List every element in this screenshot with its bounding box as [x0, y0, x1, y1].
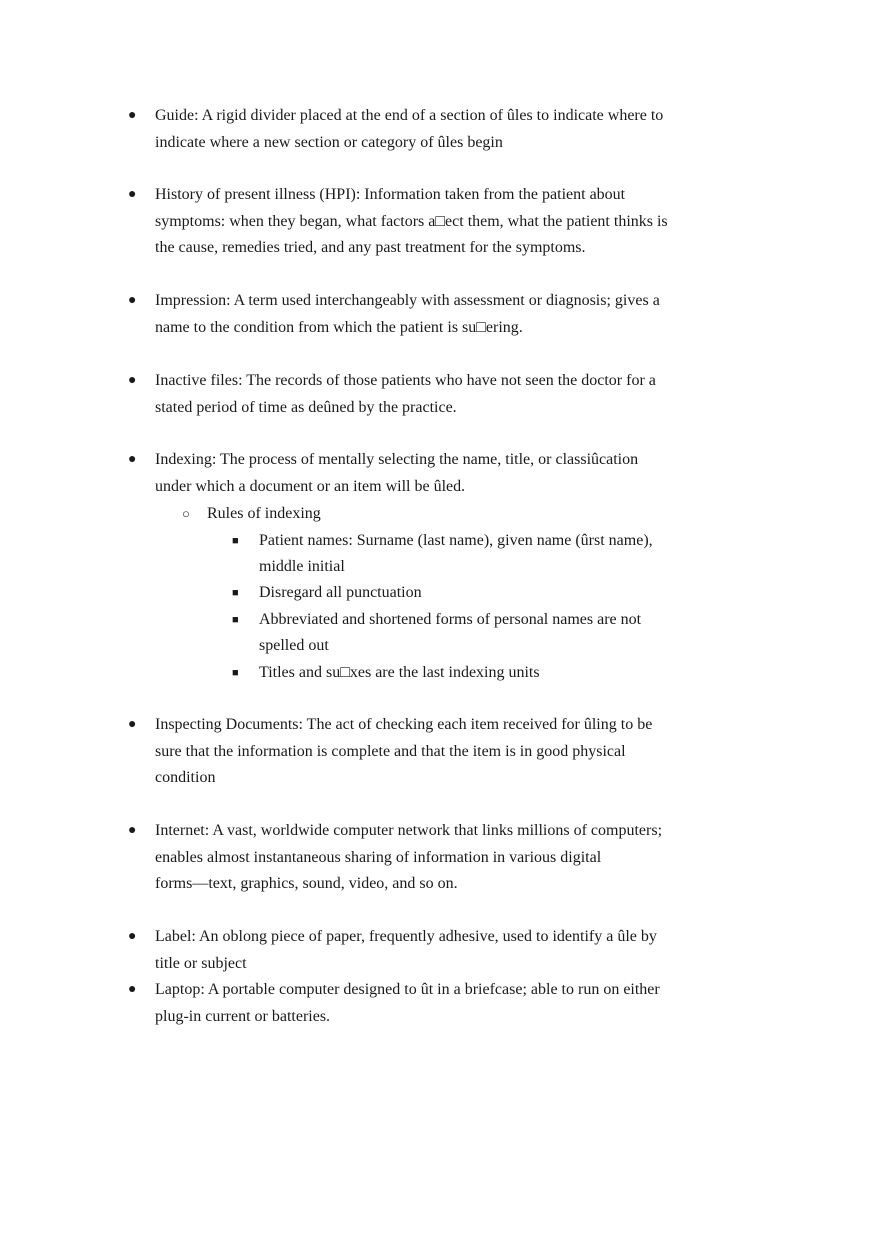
- bullet-icon: ●: [128, 717, 137, 732]
- indexing-rules-heading: [182, 501, 321, 527]
- square-bullet-icon: ■: [232, 667, 239, 679]
- indexing-rule: [232, 528, 653, 580]
- rule-text-line: spelled out: [259, 637, 329, 654]
- rule-text-line: middle initial: [259, 558, 345, 575]
- entry-text-line: under which a document or an item will be ûled.: [155, 477, 466, 495]
- entry-text-line: title or subject: [155, 954, 247, 972]
- rule-text-line: Patient names: Surname (last name), given name (ûrst name),: [259, 532, 653, 549]
- rule-text-line: Abbreviated and shortened forms of personal names are not: [259, 611, 642, 628]
- entry-text-line: Inspecting Documents: The act of checking each item received for ûling to be: [155, 716, 653, 733]
- bullet-icon: ●: [128, 373, 137, 388]
- entry-text-line: condition: [155, 769, 216, 786]
- glossary-entry-inactive-files: [128, 368, 715, 421]
- glossary-entry-impression: [128, 288, 715, 341]
- bullet-icon: ●: [128, 929, 137, 944]
- entry-text-line: plug-in current or batteries.: [155, 1007, 331, 1025]
- entry-text-line: stated period of time as deûned by the practice.: [155, 398, 457, 416]
- entry-text-line: forms—text, graphics, sound, video, and so on.: [155, 875, 458, 892]
- entry-text-line: the cause, remedies tried, and any past treatment for the symptoms.: [155, 239, 586, 256]
- entry-text-line: Indexing: The process of mentally selecting the name, title, or classiûcation: [155, 451, 639, 468]
- glossary-entry-label: [128, 924, 715, 977]
- indexing-rule: [232, 607, 642, 659]
- entry-text-line: Label: An oblong piece of paper, frequently adhesive, used to identify a ûle by: [155, 928, 657, 945]
- indexing-rule: [232, 660, 540, 686]
- entry-text-line: History of present illness (HPI): Information taken from the patient about: [155, 186, 626, 203]
- glossary-entry-internet: [128, 818, 715, 898]
- bullet-icon: ●: [128, 108, 137, 123]
- square-bullet-icon: ■: [232, 535, 239, 547]
- glossary-entry-indexing: [128, 447, 715, 500]
- entry-text-line: enables almost instantaneous sharing of information in various digital: [155, 848, 602, 866]
- rule-text-line: Titles and su□xes are the last indexing units: [259, 664, 540, 681]
- entry-text-line: Guide: A rigid divider placed at the end of a section of ûles to indicate where to: [155, 107, 664, 124]
- sub-heading-text: Rules of indexing: [207, 505, 321, 522]
- bullet-icon: ●: [128, 452, 137, 467]
- bullet-icon: ●: [128, 982, 137, 997]
- entry-text-line: symptoms: when they began, what factors a□ect them, what the patient thinks is: [155, 212, 668, 230]
- glossary-entry-guide: [128, 103, 715, 156]
- rule-text-line: Disregard all punctuation: [259, 584, 422, 601]
- glossary-entry-inspecting-documents: [128, 712, 715, 792]
- hollow-bullet-icon: ○: [182, 506, 190, 521]
- bullet-icon: ●: [128, 187, 137, 202]
- glossary-entry-hpi: [128, 182, 715, 262]
- bullet-icon: ●: [128, 823, 137, 838]
- entry-text-line: Inactive files: The records of those patients who have not seen the doctor for a: [155, 372, 656, 389]
- entry-text-line: Laptop: A portable computer designed to ût in a briefcase; able to run on either: [155, 981, 660, 998]
- entry-text-line: Impression: A term used interchangeably with assessment or diagnosis; gives a: [155, 292, 660, 309]
- glossary-entry-laptop: [128, 977, 715, 1030]
- entry-text-line: sure that the information is complete and that the item is in good physical: [155, 742, 626, 760]
- bullet-icon: ●: [128, 293, 137, 308]
- entry-text-line: name to the condition from which the patient is su□ering.: [155, 318, 523, 336]
- entry-text-line: indicate where a new section or category of ûles begin: [155, 133, 503, 151]
- square-bullet-icon: ■: [232, 587, 239, 599]
- square-bullet-icon: ■: [232, 614, 239, 626]
- indexing-rule: [232, 580, 422, 606]
- entry-text-line: Internet: A vast, worldwide computer network that links millions of computers;: [155, 822, 663, 839]
